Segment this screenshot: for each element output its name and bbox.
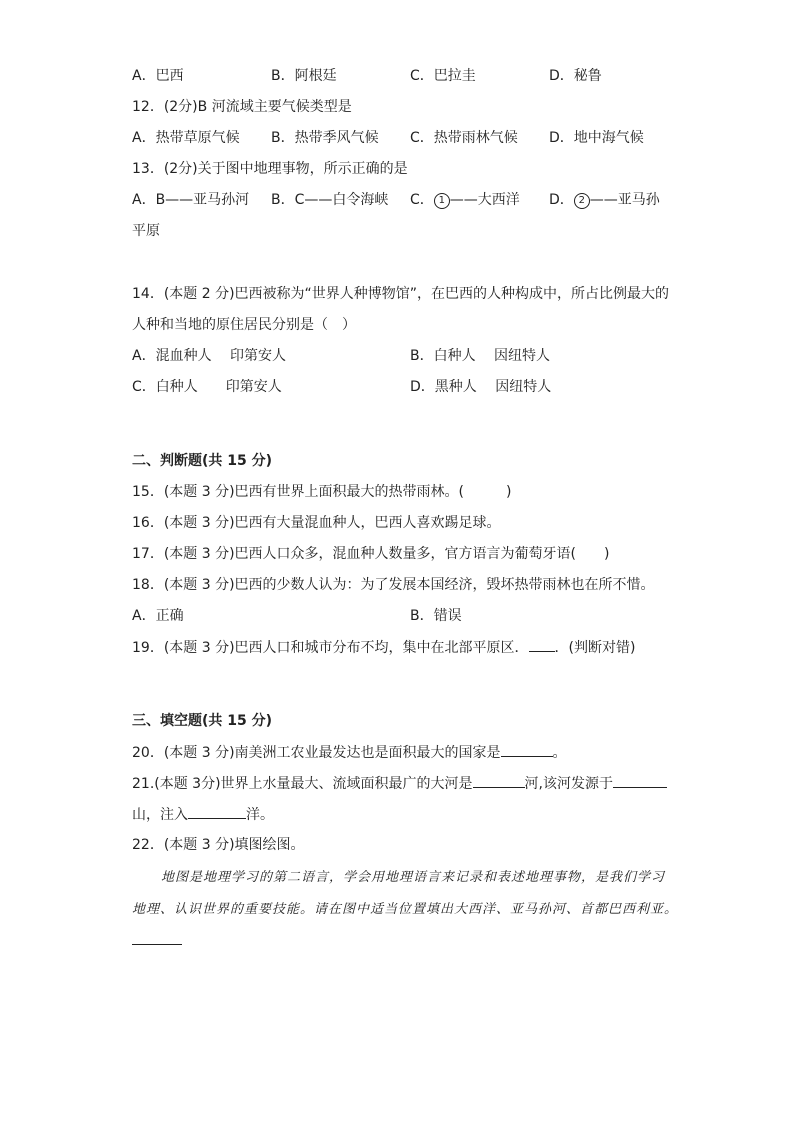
q12-option-a: A．热带草原气候 bbox=[132, 130, 240, 146]
q13-option-d-wrap: 平原 bbox=[132, 223, 160, 239]
q13-option-c-text: ——大西洋 bbox=[449, 192, 520, 208]
q12-option-b: B．热带季风气候 bbox=[271, 130, 379, 146]
q13-option-b: B．C——白令海峡 bbox=[271, 192, 389, 208]
q13-option-c bbox=[410, 190, 520, 210]
q18: 18．(本题 3 分)巴西的少数人认为：为了发展本国经济，毁坏热带雨林也在所不惜。 bbox=[132, 577, 655, 593]
q18-option-b: B．错误 bbox=[410, 608, 462, 624]
q20-blank[interactable] bbox=[501, 742, 553, 757]
q14-option-b: B．白种人 因纽特人 bbox=[410, 348, 551, 364]
q11-option-c: C．巴拉圭 bbox=[410, 68, 476, 84]
q22-answer-blank[interactable] bbox=[132, 944, 182, 945]
q13-option-d bbox=[549, 190, 660, 210]
q15: 15．(本题 3 分)巴西有世界上面积最大的热带雨林。( ) bbox=[132, 484, 512, 500]
q21-text-1: 21.(本题 3分)世界上水量最大、流域面积最广的大河是 bbox=[132, 776, 473, 792]
q20 bbox=[132, 742, 567, 763]
q21-text-2: 河,该河发源于 bbox=[524, 776, 613, 792]
q19-blank[interactable] bbox=[529, 637, 555, 652]
q11-option-a: A．巴西 bbox=[132, 68, 184, 84]
q21-text-3: 山，注入 bbox=[132, 807, 188, 823]
q22-paragraph-line1: 地图是地理学习的第二语言，学会用地理语言来记录和表述地理事物，是我们学习 bbox=[161, 870, 666, 885]
q11-option-b: B．阿根廷 bbox=[271, 68, 337, 84]
q16: 16．(本题 3 分)巴西有大量混血种人，巴西人喜欢踢足球。 bbox=[132, 515, 501, 531]
q13-option-c-prefix: C． bbox=[410, 192, 434, 208]
q12-stem: 12．(2分)B 河流域主要气候类型是 bbox=[132, 99, 352, 115]
q21-blank-mountain[interactable] bbox=[613, 773, 667, 788]
circled-number-2-icon: 2 bbox=[574, 193, 590, 209]
q19-text: 19．(本题 3 分)巴西人口和城市分布不均，集中在北部平原区． bbox=[132, 640, 529, 656]
circled-number-1-icon: 1 bbox=[434, 193, 450, 209]
q13-stem: 13．(2分)关于图中地理事物，所示正确的是 bbox=[132, 161, 408, 177]
q12-option-c: C．热带雨林气候 bbox=[410, 130, 518, 146]
q19-suffix: ．(判断对错) bbox=[554, 640, 636, 656]
q12-option-d: D．地中海气候 bbox=[549, 130, 644, 146]
q18-option-a: A．正确 bbox=[132, 608, 184, 624]
q14-option-d: D．黑种人 因纽特人 bbox=[410, 379, 552, 395]
q22-stem: 22．(本题 3 分)填图绘图。 bbox=[132, 837, 305, 853]
q21-blank-river[interactable] bbox=[473, 773, 525, 788]
section-2-title: 二、判断题(共 15 分) bbox=[132, 453, 273, 469]
q21-line2 bbox=[132, 804, 274, 825]
q14-option-c: C．白种人 印第安人 bbox=[132, 379, 282, 395]
q13-option-d-text: ——亚马孙 bbox=[589, 192, 660, 208]
q21-blank-ocean[interactable] bbox=[188, 804, 246, 819]
q21-text-4: 洋。 bbox=[246, 807, 274, 823]
q14-option-a: A．混血种人 印第安人 bbox=[132, 348, 287, 364]
q19 bbox=[132, 637, 635, 658]
q13-option-a: A．B——亚马孙河 bbox=[132, 192, 250, 208]
section-3-title: 三、填空题(共 15 分) bbox=[132, 713, 273, 729]
q21-line1 bbox=[132, 773, 667, 794]
q14-stem-line1: 14．(本题 2 分)巴西被称为“世界人种博物馆”，在巴西的人种构成中，所占比例最大的 bbox=[132, 286, 670, 302]
q17: 17．(本题 3 分)巴西人口众多，混血种人数量多，官方语言为葡萄牙语( ) bbox=[132, 546, 610, 562]
q20-suffix: 。 bbox=[552, 745, 567, 761]
q11-option-d: D．秘鲁 bbox=[549, 68, 602, 84]
q14-stem-line2: 人种和当地的原住居民分别是（ ） bbox=[132, 317, 356, 333]
q13-option-d-prefix: D． bbox=[549, 192, 574, 208]
q22-paragraph-line2: 地理、认识世界的重要技能。请在图中适当位置填出大西洋、亚马孙河、首都巴西利亚。 bbox=[132, 902, 679, 917]
q20-text: 20．(本题 3 分)南美洲工农业最发达也是面积最大的国家是 bbox=[132, 745, 501, 761]
